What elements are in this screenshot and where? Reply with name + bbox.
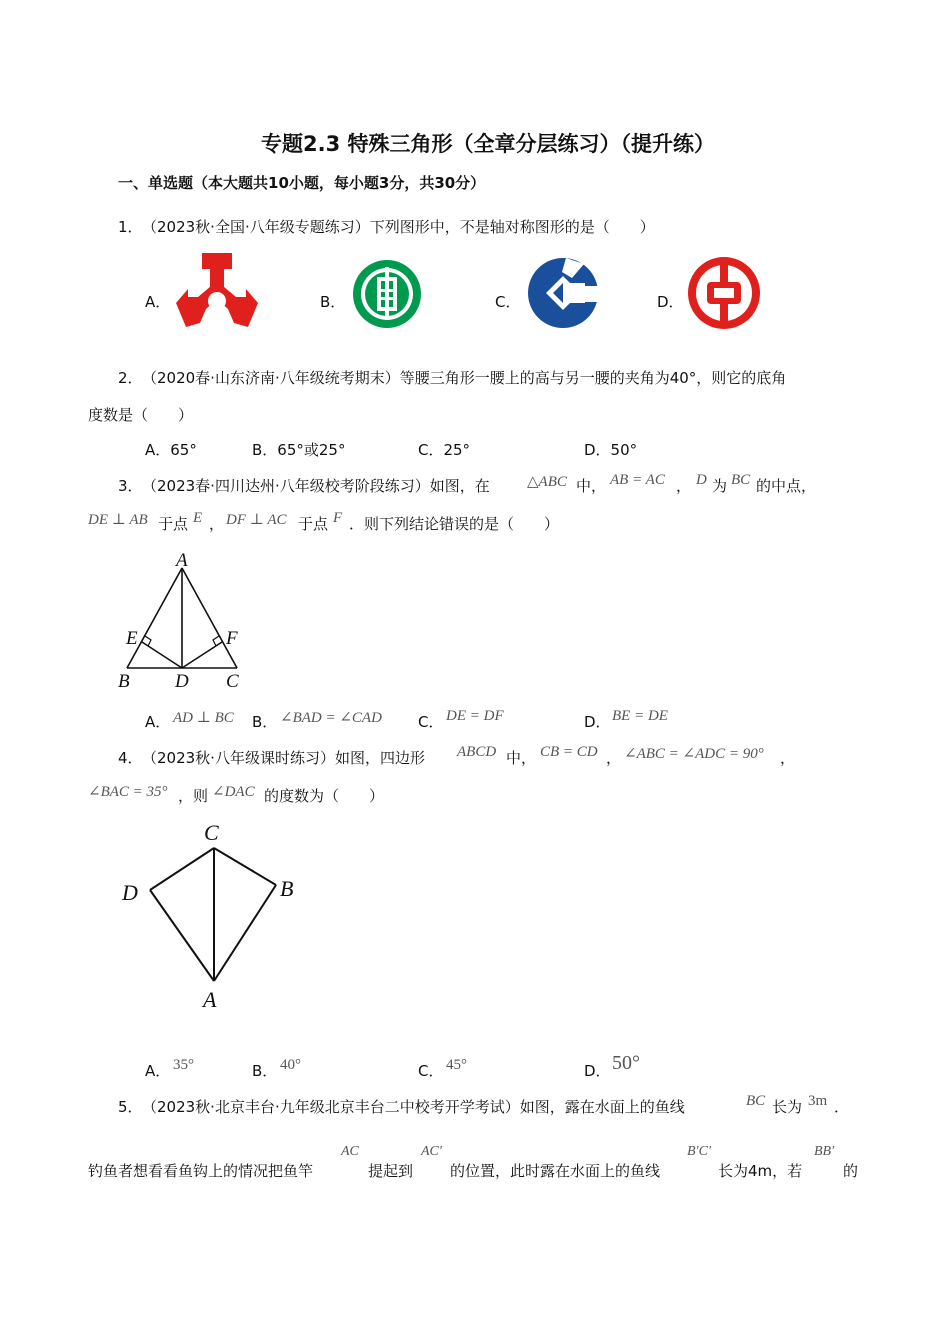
q3-label-a: A — [176, 550, 188, 571]
q3-triangle: △ABC — [527, 474, 567, 490]
q3-option-a-letter: A． — [145, 713, 171, 731]
q4-number: 4． — [118, 749, 143, 767]
q3-text-8: 于点 — [298, 515, 329, 533]
q4-option-d: 50° — [612, 1052, 640, 1074]
q5-text-1: （2023秋·北京丰台·九年级北京丰台二中校考开学考试）如图，露在水面上的鱼线 — [142, 1098, 685, 1116]
q3-label-f: F — [226, 628, 238, 649]
q3-text-9: ．则下列结论错误的是（ ） — [349, 515, 560, 533]
q3-label-b: B — [118, 671, 130, 692]
q3-option-b: ∠BAD = ∠CAD — [280, 710, 382, 726]
q3-option-c-letter: C． — [418, 713, 444, 731]
q2-option-c: C．25° — [418, 441, 471, 459]
q4-label-a: A — [203, 987, 217, 1012]
q4-quadrilateral: ABCD — [457, 744, 497, 760]
q4-condition-1: CB = CD — [540, 744, 598, 760]
red-trefoil-logo-icon — [172, 253, 262, 329]
green-circle-logo-icon — [348, 257, 426, 331]
q4-option-c-letter: C． — [418, 1062, 444, 1080]
q2-option-b: B．65°或25° — [252, 441, 346, 459]
q4-label-c: C — [204, 820, 219, 845]
q4-text-6: 的度数为（ ） — [264, 787, 385, 805]
q3-condition-1: AB = AC — [610, 472, 665, 488]
q4-option-b-letter: B． — [252, 1062, 278, 1080]
q4-option-a-letter: A． — [145, 1062, 171, 1080]
q5-line2-text-e: 的 — [843, 1162, 859, 1180]
q4-option-c: 45° — [446, 1057, 467, 1073]
q3-option-b-letter: B． — [252, 713, 278, 731]
q3-point-f: F — [333, 510, 343, 526]
q4-quadrilateral-figure — [118, 818, 308, 1018]
q3-text-6: 于点 — [158, 515, 189, 533]
q3-point-e: E — [193, 510, 203, 526]
q1-option-d-label: D． — [657, 293, 684, 311]
q4-text-1: （2023秋·八年级课时练习）如图，四边形 — [142, 749, 425, 767]
q5-text-2: 长为 — [772, 1098, 803, 1116]
q1-number: 1． — [118, 218, 143, 236]
q3-point-d: D — [696, 472, 707, 488]
q4-option-a: 35° — [173, 1057, 194, 1073]
q3-option-d: BE = DE — [612, 708, 668, 724]
q2-number: 2． — [118, 369, 143, 387]
q1-option-b-label: B． — [320, 293, 346, 311]
q3-label-d: D — [175, 671, 189, 692]
q5-segment-b-prime-c-prime: B′C′ — [687, 1144, 712, 1159]
q2-option-d: D．50° — [584, 441, 638, 459]
q3-segment-bc: BC — [731, 472, 751, 488]
q4-ask-angle: ∠DAC — [212, 784, 255, 800]
q1-option-a-label: A． — [145, 293, 171, 311]
q3-text-1: （2023春·四川达州·八年级校考阶段练习）如图，在 — [142, 477, 490, 495]
q4-option-b: 40° — [280, 1057, 301, 1073]
q5-line2-text-a: 钓鱼者想看看鱼钩上的情况把鱼竿 — [88, 1162, 314, 1180]
q2-stem-line2: 度数是（ ） — [88, 406, 194, 424]
q4-text-5: ，则 — [178, 787, 209, 805]
q4-text-4: ， — [780, 749, 796, 767]
section-heading: 一、单选题（本大题共10小题，每小题3分，共30分） — [118, 174, 486, 192]
q4-text-3: ， — [606, 749, 622, 767]
q4-label-b: B — [280, 876, 294, 901]
q3-option-d-letter: D． — [584, 713, 611, 731]
q3-text-3: ， — [676, 477, 692, 495]
q3-triangle-figure — [110, 548, 250, 693]
q3-text-5: 的中点， — [756, 477, 817, 495]
page-title: 专题2.3 特殊三角形（全章分层练习）（提升练） — [260, 132, 715, 156]
q3-text-2: 中， — [576, 477, 607, 495]
q4-text-2: 中， — [506, 749, 537, 767]
q3-option-a: AD ⊥ BC — [173, 710, 234, 726]
q3-condition-3: DF ⊥ AC — [226, 512, 287, 528]
q4-option-d-letter: D． — [584, 1062, 611, 1080]
q4-condition-2: ∠ABC = ∠ADC = 90° — [624, 746, 764, 762]
q5-segment-ac-prime: AC′ — [421, 1144, 442, 1159]
q5-text-3: ． — [834, 1098, 850, 1116]
q2-option-a: A．65° — [145, 441, 197, 459]
q5-segment-bc: BC — [746, 1093, 766, 1109]
q5-number: 5． — [118, 1098, 143, 1116]
q4-condition-3: ∠BAC = 35° — [88, 784, 168, 800]
q5-segment-bb-prime: BB′ — [814, 1144, 835, 1159]
q3-text-4: 为 — [712, 477, 728, 495]
red-coin-logo-icon — [685, 255, 763, 331]
q3-condition-2: DE ⊥ AB — [88, 512, 148, 528]
q5-line2-text-d: 长为4m，若 — [718, 1162, 803, 1180]
blue-circle-logo-icon — [526, 256, 600, 330]
q3-option-c: DE = DF — [446, 708, 504, 724]
q4-label-d: D — [122, 880, 138, 905]
q1-stem: （2023秋·全国·八年级专题练习）下列图形中，不是轴对称图形的是（ ） — [142, 218, 655, 236]
q2-stem-line1: （2020春·山东济南·八年级统考期末）等腰三角形一腰上的高与另一腰的夹角为40°，则它的底角 — [142, 369, 787, 387]
q3-number: 3． — [118, 477, 143, 495]
q1-option-c-label: C． — [495, 293, 521, 311]
q3-label-e: E — [126, 628, 138, 649]
q5-segment-ac: AC — [341, 1144, 359, 1159]
q3-text-7: ， — [209, 515, 225, 533]
q5-length-1: 3m — [808, 1093, 828, 1109]
q5-line2-text-c: 的位置，此时露在水面上的鱼线 — [450, 1162, 661, 1180]
q3-label-c: C — [226, 671, 239, 692]
q5-line2-text-b: 提起到 — [368, 1162, 414, 1180]
